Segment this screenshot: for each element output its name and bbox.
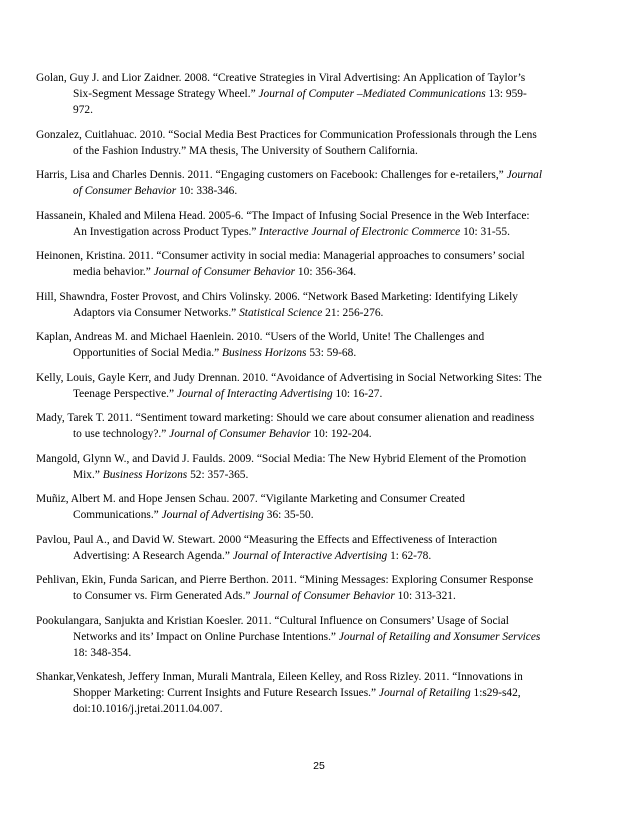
reference-details: 10: 338-346.	[176, 185, 238, 197]
reference-details: 21: 256-276.	[322, 306, 384, 319]
reference-details: 10: 313-321.	[394, 590, 456, 602]
reference-entry	[36, 208, 542, 240]
reference-text: Mangold, Glynn W., and David J. Faulds. 2009. “Social Media: The New Hybrid Element of the Promotion Mix.”	[36, 452, 527, 481]
reference-details: 36: 35-50.	[263, 509, 314, 521]
reference-entry	[36, 572, 542, 604]
reference-journal: Journal of Consumer Behavior	[253, 590, 395, 602]
reference-journal: Journal of Interactive Advertising	[232, 549, 388, 562]
reference-details: 52: 357-365.	[187, 468, 249, 481]
reference-journal: Journal of Retailing	[378, 687, 471, 699]
reference-entry	[36, 167, 542, 199]
reference-entry	[36, 329, 542, 361]
reference-details: 1: 62-78.	[387, 549, 432, 562]
reference-details: 10: 192-204.	[310, 428, 372, 440]
reference-journal: Business Horizons	[102, 468, 188, 481]
reference-journal: Journal of Consumer Behavior	[153, 266, 296, 278]
reference-journal: Journal of Consumer Behavior	[169, 428, 311, 440]
reference-text: Harris, Lisa and Charles Dennis. 2011. “Engaging customers on Facebook: Challenges for e-retailers,”	[36, 169, 507, 181]
reference-text: Mady, Tarek T. 2011. “Sentiment toward marketing: Should we care about consumer alienation and readiness to use technology?.”	[36, 412, 535, 440]
reference-journal: Journal of Advertising	[161, 509, 264, 521]
reference-journal: Business Horizons	[222, 347, 307, 359]
reference-text: Muñiz, Albert M. and Hope Jensen Schau. 2007. “Vigilante Marketing and Consumer Created Communications.”	[36, 493, 465, 521]
reference-entry	[36, 669, 542, 717]
reference-text: Hill, Shawndra, Foster Provost, and Chirs Volinsky. 2006. “Network Based Marketing: Identifying Likely Adaptors via Consumer Networks.”	[36, 290, 518, 319]
reference-entry	[36, 532, 542, 564]
reference-entry	[36, 370, 542, 402]
reference-entry	[36, 289, 542, 321]
reference-journal: Journal of Computer –Mediated Communications	[258, 88, 486, 100]
reference-entry	[36, 127, 542, 159]
reference-journal: Journal of Retailing and Xonsumer Services	[338, 630, 541, 643]
reference-details: 13: 959-972.	[73, 88, 527, 116]
reference-text: Kelly, Louis, Gayle Kerr, and Judy Drennan. 2010. “Avoidance of Advertising in Social Networking Sites: The Teenage Perspective.”	[36, 371, 542, 400]
reference-entry	[36, 410, 542, 442]
reference-text: Gonzalez, Cuitlahuac. 2010. “Social Media Best Practices for Communication Professionals through the Lens of the Fashion Industry.” MA thesis, The University of Southern California.	[36, 128, 537, 157]
reference-details: 18: 348-354.	[73, 646, 132, 659]
reference-entry	[36, 70, 542, 118]
reference-text: Golan, Guy J. and Lior Zaidner. 2008. “Creative Strategies in Viral Advertising: An Application of Taylor’s Six-Segment Message Strategy Wheel.”	[36, 72, 526, 100]
reference-details: 10: 16-27.	[332, 387, 383, 400]
reference-journal: Statistical Science	[239, 306, 323, 319]
reference-entry	[36, 451, 542, 483]
reference-text: Heinonen, Kristina. 2011. “Consumer activity in social media: Managerial approaches to consumers’ social media behavior.”	[36, 250, 525, 278]
reference-text: Pehlivan, Ekin, Funda Sarican, and Pierre Berthon. 2011. “Mining Messages: Exploring Consumer Response to Consumer vs. Firm Generated Ads.”	[36, 574, 534, 602]
reference-entry	[36, 613, 542, 661]
reference-journal: Journal of Consumer Behavior	[73, 169, 543, 197]
reference-text: Pookulangara, Sanjukta and Kristian Koesler. 2011. “Cultural Influence on Consumers’ Usage of Social Networks and its’ Impact on Online Purchase Intentions.”	[36, 614, 509, 643]
reference-text: Pavlou, Paul A., and David W. Stewart. 2000 “Measuring the Effects and Effectiveness of Interaction Advertising: A Research Agenda.”	[36, 533, 498, 562]
reference-entry	[36, 248, 542, 280]
reference-text: Shankar,Venkatesh, Jeffery Inman, Murali Mantrala, Eileen Kelley, and Ross Rizley. 2011. “Innovations in Shopper Marketing: Current Insights and Future Research Issues.”	[36, 671, 523, 699]
reference-details: 10: 31-55.	[460, 225, 510, 238]
reference-journal: Journal of Interacting Advertising	[176, 387, 333, 400]
reference-text: Kaplan, Andreas M. and Michael Haenlein. 2010. “Users of the World, Unite! The Challenges and Opportunities of Social Media.”	[36, 331, 485, 359]
reference-text: Hassanein, Khaled and Milena Head. 2005-6. “The Impact of Infusing Social Presence in the Web Interface: An Investigation across Product Types.”	[36, 209, 530, 238]
reference-entry	[36, 491, 542, 523]
reference-details: 1:s29-s42, doi:10.1016/j.jretai.2011.04.007.	[73, 687, 521, 715]
reference-journal: Interactive Journal of Electronic Commerce	[259, 225, 461, 238]
reference-details: 10: 356-364.	[295, 266, 357, 278]
reference-list	[36, 70, 542, 726]
reference-details: 53: 59-68.	[306, 347, 357, 359]
page-number: 25	[313, 760, 325, 772]
